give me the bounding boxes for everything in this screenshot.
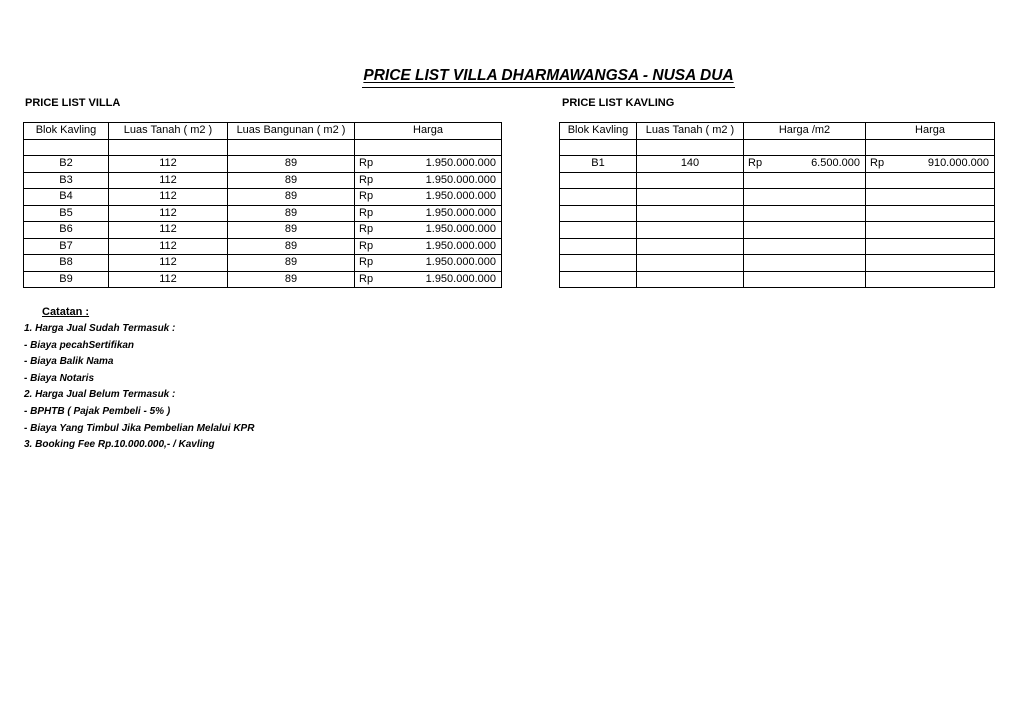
table-row: [24, 255, 502, 272]
column-header: Luas Tanah ( m2 ): [109, 123, 228, 140]
harga-value: 1.950.000.000: [425, 272, 496, 285]
empty-cell: [866, 172, 995, 189]
column-header: Harga: [866, 123, 995, 140]
empty-cell: [560, 189, 637, 206]
blok-cell: B7: [24, 238, 109, 255]
empty-cell: [744, 271, 866, 288]
notes-title: Catatan :: [42, 306, 90, 318]
harga-value: 1.950.000.000: [425, 239, 496, 252]
luas-tanah-cell: 112: [109, 172, 228, 189]
empty-cell: [24, 139, 109, 156]
harga-value: 1.950.000.000: [425, 206, 496, 219]
table-header-row: [560, 123, 995, 140]
note-line: - Biaya Notaris: [24, 372, 95, 384]
luas-tanah-cell: 112: [109, 205, 228, 222]
currency-label: Rp: [748, 157, 763, 170]
currency-label: Rp: [359, 256, 374, 269]
empty-cell: [744, 139, 866, 156]
luas-bangunan-cell: 89: [228, 255, 355, 272]
blok-cell: B1: [560, 156, 637, 173]
table-header-row: [24, 123, 502, 140]
luas-bangunan-cell: 89: [228, 205, 355, 222]
empty-cell: [744, 205, 866, 222]
column-header: Harga: [355, 123, 502, 140]
currency-label: Rp: [359, 190, 374, 203]
blok-cell: B3: [24, 172, 109, 189]
harga-cell: [355, 189, 502, 206]
luas-bangunan-cell: 89: [228, 156, 355, 173]
empty-cell: [560, 205, 637, 222]
table-row: [24, 271, 502, 288]
currency-label: Rp: [359, 173, 374, 186]
empty-cell: [560, 139, 637, 156]
blok-cell: B2: [24, 156, 109, 173]
harga-per-m2-cell: [744, 156, 866, 173]
currency-label: Rp: [359, 223, 374, 236]
note-line: 3. Booking Fee Rp.10.000.000,- / Kavling: [24, 439, 215, 451]
harga-cell: [866, 156, 995, 173]
kavling-section-label: PRICE LIST KAVLING: [562, 97, 675, 109]
empty-cell: [560, 255, 637, 272]
luas-tanah-cell: 112: [109, 255, 228, 272]
table-row: [24, 172, 502, 189]
currency-label: Rp: [359, 157, 374, 170]
harga-cell: [355, 156, 502, 173]
empty-cell: [560, 222, 637, 239]
table-row: [24, 222, 502, 239]
empty-cell: [866, 205, 995, 222]
currency-label: Rp: [359, 239, 374, 252]
empty-cell: [637, 189, 744, 206]
empty-cell: [866, 255, 995, 272]
table-row: [24, 189, 502, 206]
column-header: Blok Kavling: [24, 123, 109, 140]
column-header: Harga /m2: [744, 123, 866, 140]
blok-cell: B9: [24, 271, 109, 288]
empty-cell: [637, 139, 744, 156]
villa-section-label: PRICE LIST VILLA: [25, 97, 121, 109]
table-row: [560, 205, 995, 222]
luas-bangunan-cell: 89: [228, 172, 355, 189]
luas-tanah-cell: 112: [109, 271, 228, 288]
table-row: [24, 238, 502, 255]
empty-cell: [560, 271, 637, 288]
table-row: [560, 172, 995, 189]
harga-value: 1.950.000.000: [425, 173, 496, 186]
empty-cell: [560, 172, 637, 189]
empty-cell: [355, 139, 502, 156]
empty-cell: [744, 255, 866, 272]
luas-bangunan-cell: 89: [228, 189, 355, 206]
note-line: - Biaya Balik Nama: [24, 356, 114, 368]
note-line: - Biaya Yang Timbul Jika Pembelian Melalui KPR: [24, 422, 255, 434]
harga-cell: [355, 205, 502, 222]
empty-cell: [866, 139, 995, 156]
empty-cell: [637, 172, 744, 189]
harga-cell: [355, 222, 502, 239]
blok-cell: B8: [24, 255, 109, 272]
column-header: Luas Bangunan ( m2 ): [228, 123, 355, 140]
harga-cell: [355, 238, 502, 255]
blok-cell: B6: [24, 222, 109, 239]
empty-cell: [637, 255, 744, 272]
table-row: [24, 205, 502, 222]
empty-cell: [866, 222, 995, 239]
currency-label: Rp: [870, 157, 885, 170]
note-line: 2. Harga Jual Belum Termasuk :: [24, 389, 176, 401]
page-title: PRICE LIST VILLA DHARMAWANGSA - NUSA DUA: [362, 67, 735, 88]
empty-cell: [744, 222, 866, 239]
empty-cell: [560, 238, 637, 255]
empty-cell: [637, 238, 744, 255]
table-row: [560, 222, 995, 239]
currency-label: Rp: [359, 272, 374, 285]
table-row: [560, 271, 995, 288]
harga-value: 6.500.000: [811, 157, 860, 170]
harga-value: 1.950.000.000: [425, 157, 496, 170]
empty-cell: [866, 189, 995, 206]
empty-cell: [866, 271, 995, 288]
harga-cell: [355, 255, 502, 272]
harga-value: 1.950.000.000: [425, 223, 496, 236]
note-line: - Biaya pecahSertifikan: [24, 339, 135, 351]
empty-cell: [637, 222, 744, 239]
empty-cell: [109, 139, 228, 156]
empty-cell: [637, 205, 744, 222]
empty-cell: [637, 271, 744, 288]
empty-cell: [228, 139, 355, 156]
table-row: [560, 238, 995, 255]
empty-cell: [744, 238, 866, 255]
luas-bangunan-cell: 89: [228, 271, 355, 288]
harga-value: 910.000.000: [927, 157, 989, 170]
luas-tanah-cell: 112: [109, 222, 228, 239]
blok-cell: B5: [24, 205, 109, 222]
currency-label: Rp: [359, 206, 374, 219]
empty-cell: [866, 238, 995, 255]
table-row: [560, 189, 995, 206]
luas-tanah-cell: 112: [109, 156, 228, 173]
harga-value: 1.950.000.000: [425, 256, 496, 269]
luas-bangunan-cell: 89: [228, 222, 355, 239]
kavling-price-table: [559, 122, 995, 288]
harga-value: 1.950.000.000: [425, 190, 496, 203]
luas-bangunan-cell: 89: [228, 238, 355, 255]
luas-tanah-cell: 112: [109, 189, 228, 206]
empty-cell: [744, 172, 866, 189]
note-line: - BPHTB ( Pajak Pembeli - 5% ): [24, 405, 171, 417]
empty-row: [560, 139, 995, 156]
empty-row: [24, 139, 502, 156]
luas-tanah-cell: 140: [637, 156, 744, 173]
column-header: Blok Kavling: [560, 123, 637, 140]
notes-section: [24, 306, 254, 454]
luas-tanah-cell: 112: [109, 238, 228, 255]
table-row: [560, 156, 995, 173]
harga-cell: [355, 271, 502, 288]
harga-cell: [355, 172, 502, 189]
column-header: Luas Tanah ( m2 ): [637, 123, 744, 140]
table-row: [560, 255, 995, 272]
empty-cell: [744, 189, 866, 206]
blok-cell: B4: [24, 189, 109, 206]
table-row: [24, 156, 502, 173]
villa-price-table: [23, 122, 502, 288]
note-line: 1. Harga Jual Sudah Termasuk :: [24, 323, 176, 334]
